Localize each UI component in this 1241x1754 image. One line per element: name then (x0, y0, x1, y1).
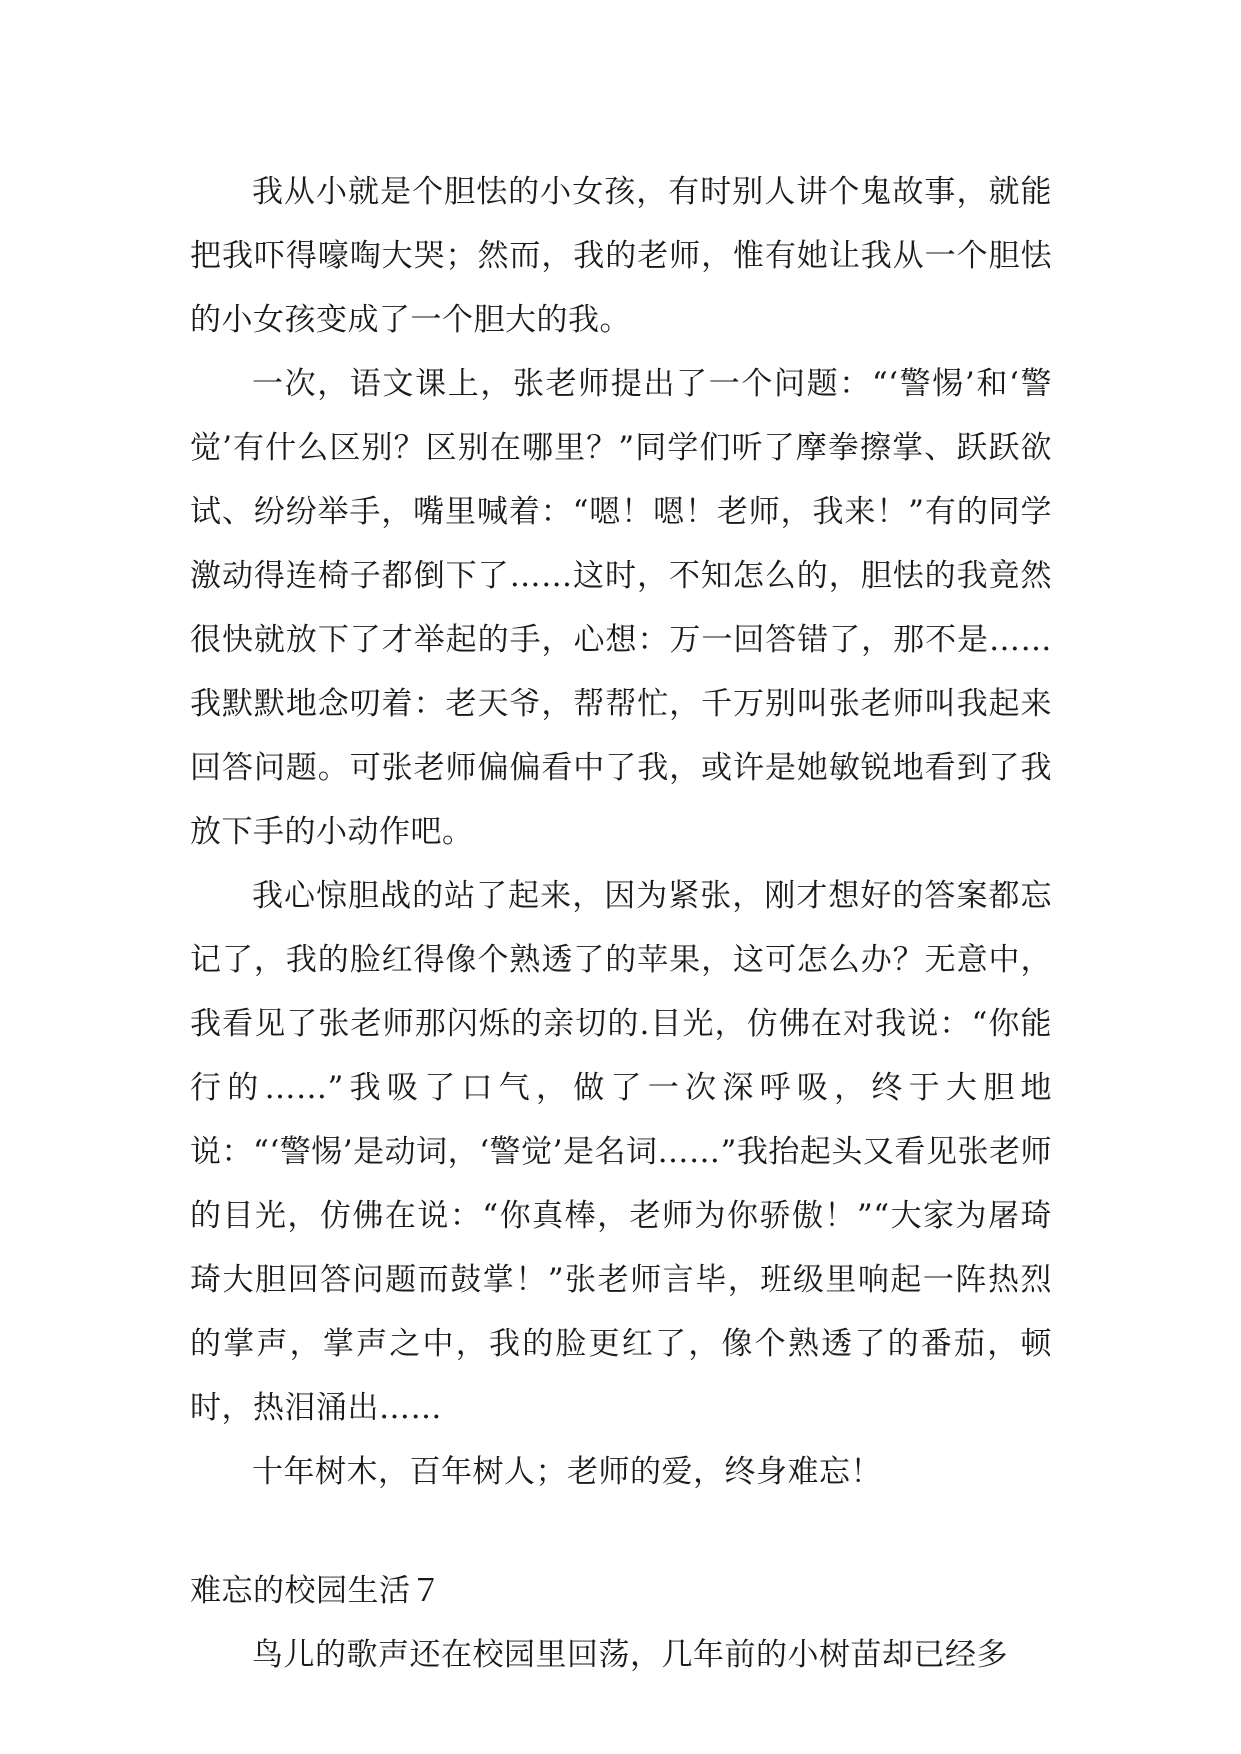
paragraph-timid-girl: 我从小就是个胆怯的小女孩，有时别人讲个鬼故事，就能把我吓得嚎啕大哭；然而，我的老师，惟有她让我从一个胆怯的小女孩变成了一个胆大的我。 (190, 174, 1052, 338)
paragraph-answering: 我心惊胆战的站了起来，因为紧张，刚才想好的答案都忘记了，我的脸红得像个熟透了的苹果，这可怎么办？无意中，我看见了张老师那闪烁的亲切的.目光，仿佛在对我说：“你能行的……”我吸了口气，做了一次深呼吸，终于大胆地说：“‘警惕’是动词，‘警觉’是名词……”我抬起头又看见张老师的目光，仿佛在说：“你真棒，老师为你骄傲！”“大家为屠琦琦大胆回答问题而鼓掌！”张老师言毕，班级里响起一阵热烈的掌声，掌声之中，我的脸更红了，像个熟透了的番茄，顿时，热泪涌出…… (190, 878, 1052, 1426)
paragraph-closing: 十年树木，百年树人；老师的爱，终身难忘！ (252, 1454, 882, 1490)
paragraph-chinese-class: 一次，语文课上，张老师提出了一个问题：“‘警惕’和‘警觉’有什么区别？区别在哪里？”同学们听了摩拳擦掌、跃跃欲试、纷纷举手，嘴里喊着：“嗯！嗯！老师，我来！”有的同学激动得连椅子都倒下了……这时，不知怎么的，胆怯的我竟然很快就放下了才举起的手，心想：万一回答错了，那不是……我默默地念叨着：老天爷，帮帮忙，千万别叫张老师叫我起来回答问题。可张老师偏偏看中了我，或许是她敏锐地看到了我放下手的小动作吧。 (190, 366, 1052, 850)
section-title: 难忘的校园生活７ (190, 1573, 442, 1609)
paragraph-next-essay: 鸟儿的歌声还在校园里回荡，几年前的小树苗却已经多 (252, 1637, 1008, 1673)
document-body (190, 160, 1052, 1687)
